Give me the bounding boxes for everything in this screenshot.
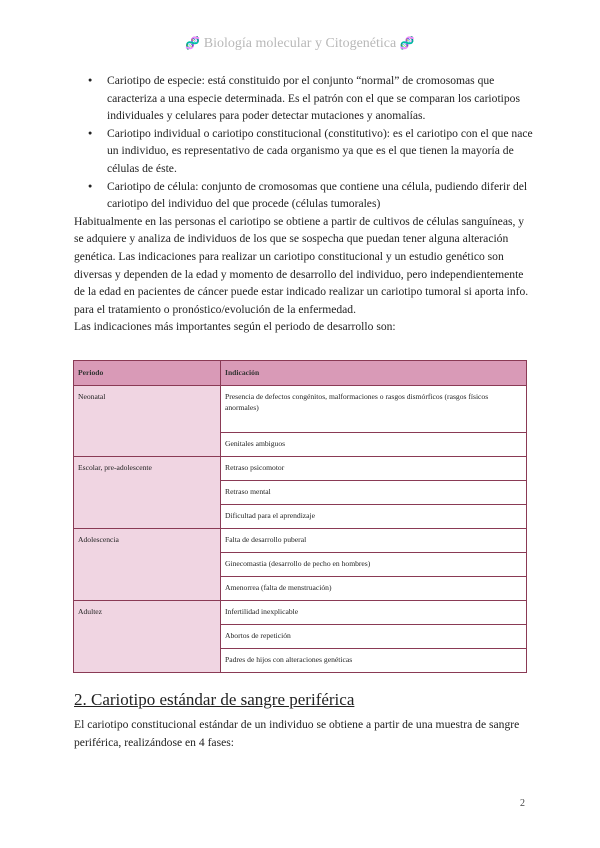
paragraph: Habitualmente en las personas el cariotipo se obtiene a partir de cultivos de células sanguíneas, y se adquiere y analiza de individuos de los que se sospecha que puedan tener alguna alteración genética. Las indicaciones para realizar un cariotipo constitucional y un estudio genético son diversas y dependen de la edad y momento de desarrollo del individuo, pero independientemente de la edad en pacientes de cáncer puede estar indicado realizar un cariotipo tumoral si aporta info. para el tratamiento o pronóstico/evolución de la enfermedad. <box>74 214 529 316</box>
karyotype-types-list <box>74 72 534 213</box>
indication-cell: Ginecomastia (desarrollo de pecho en hombres) <box>221 553 527 577</box>
indication-cell: Genitales ambiguos <box>221 433 527 457</box>
paragraph: Las indicaciones más importantes según el periodo de desarrollo son: <box>74 320 396 334</box>
period-cell: Escolar, pre-adolescente <box>74 457 221 529</box>
body-content <box>74 72 534 336</box>
indication-cell: Amenorrea (falta de menstruación) <box>221 577 527 601</box>
list-item: ● Cariotipo de célula: conjunto de cromosomas que contiene una célula, pudiendo diferir del cariotipo del individuo del que procede (células tumorales) <box>74 178 534 213</box>
page-header <box>0 36 600 52</box>
column-header-indication: Indicación <box>221 361 527 386</box>
dna-icon: 🧬 <box>399 36 415 50</box>
period-cell: Adultez <box>74 601 221 673</box>
table-row <box>74 386 527 433</box>
list-item: ● Cariotipo de especie: está constituido por el conjunto “normal” de cromosomas que caracteriza a una especie determinada. Es el patrón con el que se comparan los cariotipos individuales y celulares para poder detectar mutaciones y anomalías. <box>74 72 534 125</box>
indication-cell: Dificultad para el aprendizaje <box>221 505 527 529</box>
page-number: 2 <box>520 798 525 809</box>
indication-cell: Retraso psicomotor <box>221 457 527 481</box>
indication-cell: Retraso mental <box>221 481 527 505</box>
table-row <box>74 601 527 625</box>
table-header-row <box>74 361 527 386</box>
list-item: ● Cariotipo individual o cariotipo constitucional (constitutivo): es el cariotipo con el que nace un individuo, es representativo de cada organismo ya que es el que tienen la mayoría de células de éste. <box>74 125 534 178</box>
table-row <box>74 529 527 553</box>
indications-table <box>73 360 527 673</box>
table-row <box>74 457 527 481</box>
section-paragraph: El cariotipo constitucional estándar de un individuo se obtiene a partir de una muestra de sangre periférica, realizándose en 4 fases: <box>74 718 520 749</box>
period-cell: Adolescencia <box>74 529 221 601</box>
column-header-period: Periodo <box>74 361 221 386</box>
indication-cell: Presencia de defectos congénitos, malformaciones o rasgos dismórficos (rasgos físicos anormales) <box>221 386 527 433</box>
period-cell: Neonatal <box>74 386 221 457</box>
dna-icon: 🧬 <box>185 36 201 50</box>
header-title: Biología molecular y Citogenética <box>203 36 397 51</box>
indication-cell: Falta de desarrollo puberal <box>221 529 527 553</box>
indication-cell: Abortos de repetición <box>221 625 527 649</box>
indication-cell: Padres de hijos con alteraciones genéticas <box>221 649 527 673</box>
indication-cell: Infertilidad inexplicable <box>221 601 527 625</box>
section-heading: 2. Cariotipo estándar de sangre periférica <box>74 690 355 709</box>
